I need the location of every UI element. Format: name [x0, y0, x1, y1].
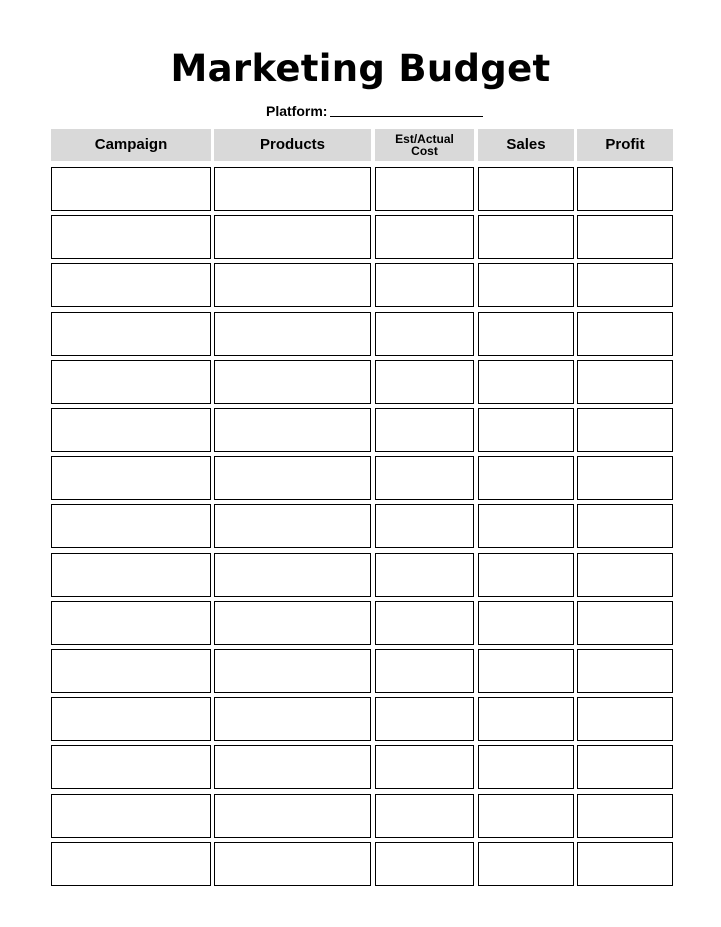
- cell-profit-row-9[interactable]: [577, 553, 673, 597]
- cell-cost-row-14[interactable]: [375, 794, 474, 838]
- cell-campaign-row-12[interactable]: [51, 697, 211, 741]
- cell-campaign-row-4[interactable]: [51, 312, 211, 356]
- column-header-sales: [478, 129, 574, 161]
- cell-products-row-9[interactable]: [214, 553, 371, 597]
- cell-products-row-11[interactable]: [214, 649, 371, 693]
- cell-sales-row-6[interactable]: [478, 408, 574, 452]
- column-header-cost-text: Est/Actual: [395, 132, 454, 146]
- cell-cost-row-3[interactable]: [375, 263, 474, 307]
- column-header-campaign: [51, 129, 211, 161]
- cell-products-row-4[interactable]: [214, 312, 371, 356]
- cell-cost-row-6[interactable]: [375, 408, 474, 452]
- column-header-campaign-text: Campaign: [94, 136, 168, 153]
- cell-campaign-row-2[interactable]: [51, 215, 211, 259]
- cell-profit-row-2[interactable]: [577, 215, 673, 259]
- cell-products-row-6[interactable]: [214, 408, 371, 452]
- cell-profit-row-10[interactable]: [577, 601, 673, 645]
- cell-cost-row-2[interactable]: [375, 215, 474, 259]
- cell-profit-row-8[interactable]: [577, 504, 673, 548]
- column-header-cost: [375, 129, 474, 161]
- cell-products-row-13[interactable]: [214, 745, 371, 789]
- cell-profit-row-14[interactable]: [577, 794, 673, 838]
- cell-sales-row-4[interactable]: [478, 312, 574, 356]
- cell-sales-row-3[interactable]: [478, 263, 574, 307]
- cell-campaign-row-14[interactable]: [51, 794, 211, 838]
- cell-products-row-3[interactable]: [214, 263, 371, 307]
- cell-profit-row-1[interactable]: [577, 167, 673, 211]
- cell-profit-row-6[interactable]: [577, 408, 673, 452]
- cell-sales-row-11[interactable]: [478, 649, 574, 693]
- cell-campaign-row-1[interactable]: [51, 167, 211, 211]
- cell-profit-row-4[interactable]: [577, 312, 673, 356]
- cell-products-row-2[interactable]: [214, 215, 371, 259]
- platform-field: [266, 100, 483, 120]
- cell-cost-row-11[interactable]: [375, 649, 474, 693]
- cell-cost-row-9[interactable]: [375, 553, 474, 597]
- cell-products-row-10[interactable]: [214, 601, 371, 645]
- cell-sales-row-14[interactable]: [478, 794, 574, 838]
- cell-products-row-12[interactable]: [214, 697, 371, 741]
- column-header-profit-text: Profit: [605, 136, 645, 153]
- cell-cost-row-8[interactable]: [375, 504, 474, 548]
- cell-campaign-row-5[interactable]: [51, 360, 211, 404]
- platform-input-line[interactable]: [330, 116, 483, 117]
- cell-profit-row-13[interactable]: [577, 745, 673, 789]
- cell-campaign-row-6[interactable]: [51, 408, 211, 452]
- cell-products-row-14[interactable]: [214, 794, 371, 838]
- cell-sales-row-1[interactable]: [478, 167, 574, 211]
- column-header-sales-text: Sales: [506, 136, 546, 153]
- cell-products-row-8[interactable]: [214, 504, 371, 548]
- cell-profit-row-12[interactable]: [577, 697, 673, 741]
- cell-campaign-row-10[interactable]: [51, 601, 211, 645]
- cell-profit-row-15[interactable]: [577, 842, 673, 886]
- column-header-cost-text: Cost: [411, 144, 438, 158]
- cell-sales-row-8[interactable]: [478, 504, 574, 548]
- cell-sales-row-13[interactable]: [478, 745, 574, 789]
- cell-sales-row-15[interactable]: [478, 842, 574, 886]
- cell-cost-row-13[interactable]: [375, 745, 474, 789]
- cell-campaign-row-7[interactable]: [51, 456, 211, 500]
- cell-cost-row-7[interactable]: [375, 456, 474, 500]
- cell-profit-row-3[interactable]: [577, 263, 673, 307]
- page-title: Marketing Budget: [170, 47, 551, 90]
- cell-products-row-7[interactable]: [214, 456, 371, 500]
- cell-products-row-5[interactable]: [214, 360, 371, 404]
- cell-campaign-row-9[interactable]: [51, 553, 211, 597]
- cell-sales-row-2[interactable]: [478, 215, 574, 259]
- cell-cost-row-4[interactable]: [375, 312, 474, 356]
- cell-campaign-row-8[interactable]: [51, 504, 211, 548]
- cell-profit-row-5[interactable]: [577, 360, 673, 404]
- cell-sales-row-12[interactable]: [478, 697, 574, 741]
- cell-profit-row-7[interactable]: [577, 456, 673, 500]
- cell-cost-row-1[interactable]: [375, 167, 474, 211]
- cell-sales-row-7[interactable]: [478, 456, 574, 500]
- cell-campaign-row-3[interactable]: [51, 263, 211, 307]
- column-header-products: [214, 129, 371, 161]
- cell-campaign-row-11[interactable]: [51, 649, 211, 693]
- cell-products-row-1[interactable]: [214, 167, 371, 211]
- cell-cost-row-15[interactable]: [375, 842, 474, 886]
- cell-sales-row-9[interactable]: [478, 553, 574, 597]
- cell-cost-row-12[interactable]: [375, 697, 474, 741]
- cell-cost-row-5[interactable]: [375, 360, 474, 404]
- cell-campaign-row-15[interactable]: [51, 842, 211, 886]
- cell-campaign-row-13[interactable]: [51, 745, 211, 789]
- column-header-products-text: Products: [259, 136, 325, 153]
- cell-profit-row-11[interactable]: [577, 649, 673, 693]
- cell-sales-row-5[interactable]: [478, 360, 574, 404]
- cell-cost-row-10[interactable]: [375, 601, 474, 645]
- cell-products-row-15[interactable]: [214, 842, 371, 886]
- column-header-profit: [577, 129, 673, 161]
- platform-label: Platform:: [266, 103, 328, 119]
- cell-sales-row-10[interactable]: [478, 601, 574, 645]
